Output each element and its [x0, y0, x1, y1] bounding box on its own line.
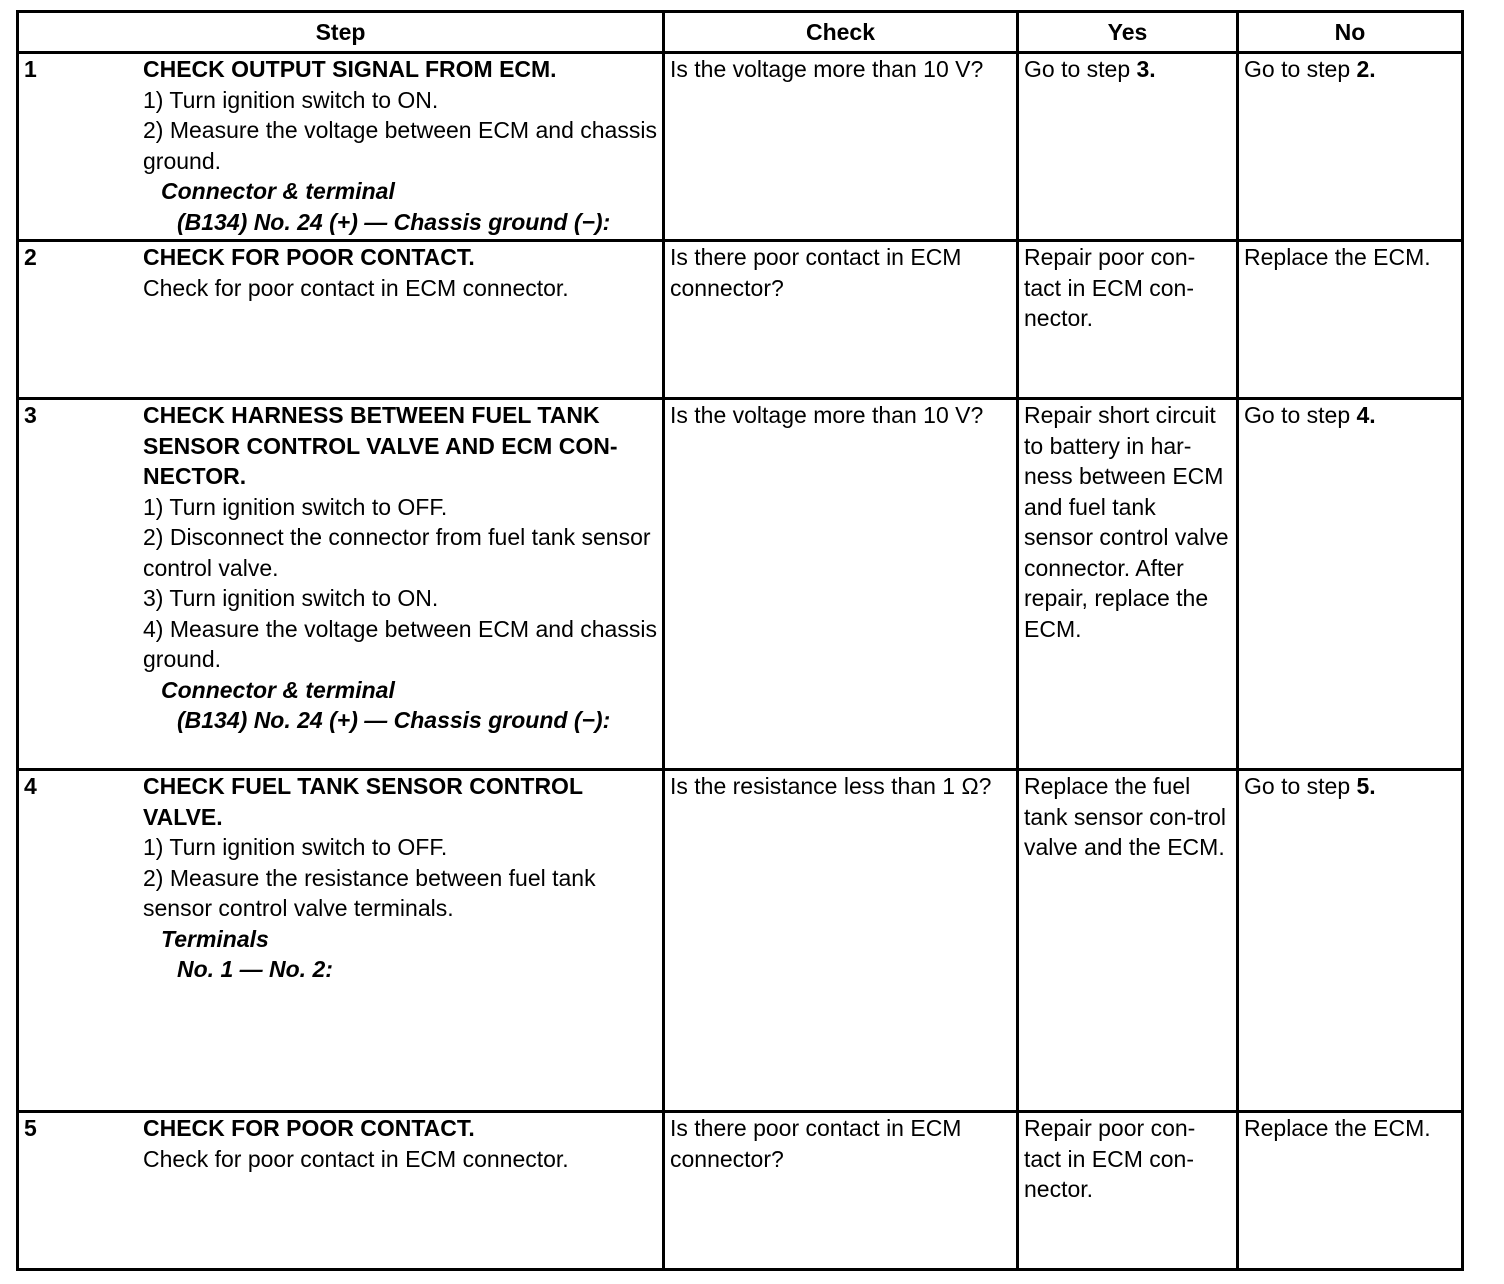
- step-number: 3: [24, 402, 37, 428]
- no-text: Go to step: [1244, 773, 1357, 799]
- table-row: [18, 770, 1463, 1112]
- step-number: 5: [24, 1115, 37, 1141]
- step-line: 3) Turn ignition switch to ON.: [143, 585, 439, 611]
- step-body: [143, 54, 662, 237]
- step-cell: [18, 241, 664, 399]
- header-check: Check: [664, 12, 1018, 53]
- step-line: Check for poor contact in ECM connector.: [143, 274, 569, 301]
- terminals-value: No. 1 — No. 2:: [177, 956, 333, 982]
- step-cell: [18, 53, 664, 241]
- header-step: Step: [18, 12, 664, 53]
- check-cell: Is the resistance less than 1 Ω?: [664, 770, 1018, 1112]
- step-title: CHECK HARNESS BETWEEN FUEL TANK SENSOR CONTROL VALVE AND ECM CON-NECTOR.: [143, 402, 618, 489]
- step-line: 2) Disconnect the connector from fuel tank sensor control valve.: [143, 524, 651, 581]
- step-line: 4) Measure the voltage between ECM and chassis ground.: [143, 615, 657, 672]
- step-line: 1) Turn ignition switch to OFF.: [143, 493, 448, 520]
- step-body: [143, 242, 662, 303]
- yes-cell: Repair short circuit to battery in har-ness between ECM and fuel tank sensor control valve connector. After repair, replace the ECM.: [1018, 399, 1238, 770]
- connector-label: Connector & terminal: [161, 178, 395, 204]
- step-title: CHECK FUEL TANK SENSOR CONTROL VALVE.: [143, 773, 583, 830]
- check-cell: Is the voltage more than 10 V?: [664, 399, 1018, 770]
- no-step: 4.: [1356, 402, 1376, 428]
- step-body: [143, 1113, 662, 1174]
- step-cell: [18, 770, 664, 1112]
- step-body: [143, 771, 662, 985]
- step-title: CHECK FOR POOR CONTACT.: [143, 244, 475, 270]
- connector-value: (B134) No. 24 (+) — Chassis ground (−):: [177, 707, 611, 733]
- header-no: No: [1238, 12, 1463, 53]
- no-cell: [1238, 399, 1463, 770]
- no-text: Go to step: [1244, 402, 1357, 428]
- no-cell: [1238, 53, 1463, 241]
- yes-text: Go to step: [1024, 56, 1137, 82]
- no-step: 5.: [1356, 773, 1376, 799]
- yes-cell: Repair poor con-tact in ECM con-nector.: [1018, 241, 1238, 399]
- header-row: [18, 12, 1463, 53]
- connector-label: Connector & terminal: [161, 676, 395, 703]
- no-cell: Replace the ECM.: [1238, 1112, 1463, 1270]
- check-cell: Is there poor contact in ECM connector?: [664, 1112, 1018, 1270]
- no-cell: Replace the ECM.: [1238, 241, 1463, 399]
- step-line: 2) Measure the resistance between fuel tank sensor control valve terminals.: [143, 864, 596, 921]
- step-number: 1: [24, 56, 37, 82]
- yes-step: 3.: [1136, 56, 1156, 82]
- header-yes: Yes: [1018, 12, 1238, 53]
- terminals-label: Terminals: [161, 925, 269, 952]
- step-title: CHECK FOR POOR CONTACT.: [143, 1115, 475, 1141]
- check-cell: Is the voltage more than 10 V?: [664, 53, 1018, 241]
- step-line: 1) Turn ignition switch to ON.: [143, 86, 439, 113]
- step-body: [143, 400, 662, 736]
- no-cell: [1238, 770, 1463, 1112]
- step-line: 2) Measure the voltage between ECM and chassis ground.: [143, 117, 657, 174]
- no-step: 2.: [1356, 56, 1376, 82]
- step-number: 2: [24, 244, 37, 270]
- diagnostic-table: [16, 10, 1464, 1271]
- yes-cell: Replace the fuel tank sensor con-trol valve and the ECM.: [1018, 770, 1238, 1112]
- table-row: [18, 1112, 1463, 1270]
- table-row: [18, 53, 1463, 241]
- step-line: Check for poor contact in ECM connector.: [143, 1145, 569, 1172]
- step-title: CHECK OUTPUT SIGNAL FROM ECM.: [143, 56, 557, 82]
- table-row: [18, 399, 1463, 770]
- yes-cell: [1018, 53, 1238, 241]
- connector-value: (B134) No. 24 (+) — Chassis ground (−):: [177, 208, 611, 235]
- check-cell: Is there poor contact in ECM connector?: [664, 241, 1018, 399]
- table-row: [18, 241, 1463, 399]
- no-text: Go to step: [1244, 56, 1357, 82]
- step-number: 4: [24, 773, 37, 799]
- step-cell: [18, 1112, 664, 1270]
- yes-cell: Repair poor con-tact in ECM con-nector.: [1018, 1112, 1238, 1270]
- step-cell: [18, 399, 664, 770]
- step-line: 1) Turn ignition switch to OFF.: [143, 834, 448, 860]
